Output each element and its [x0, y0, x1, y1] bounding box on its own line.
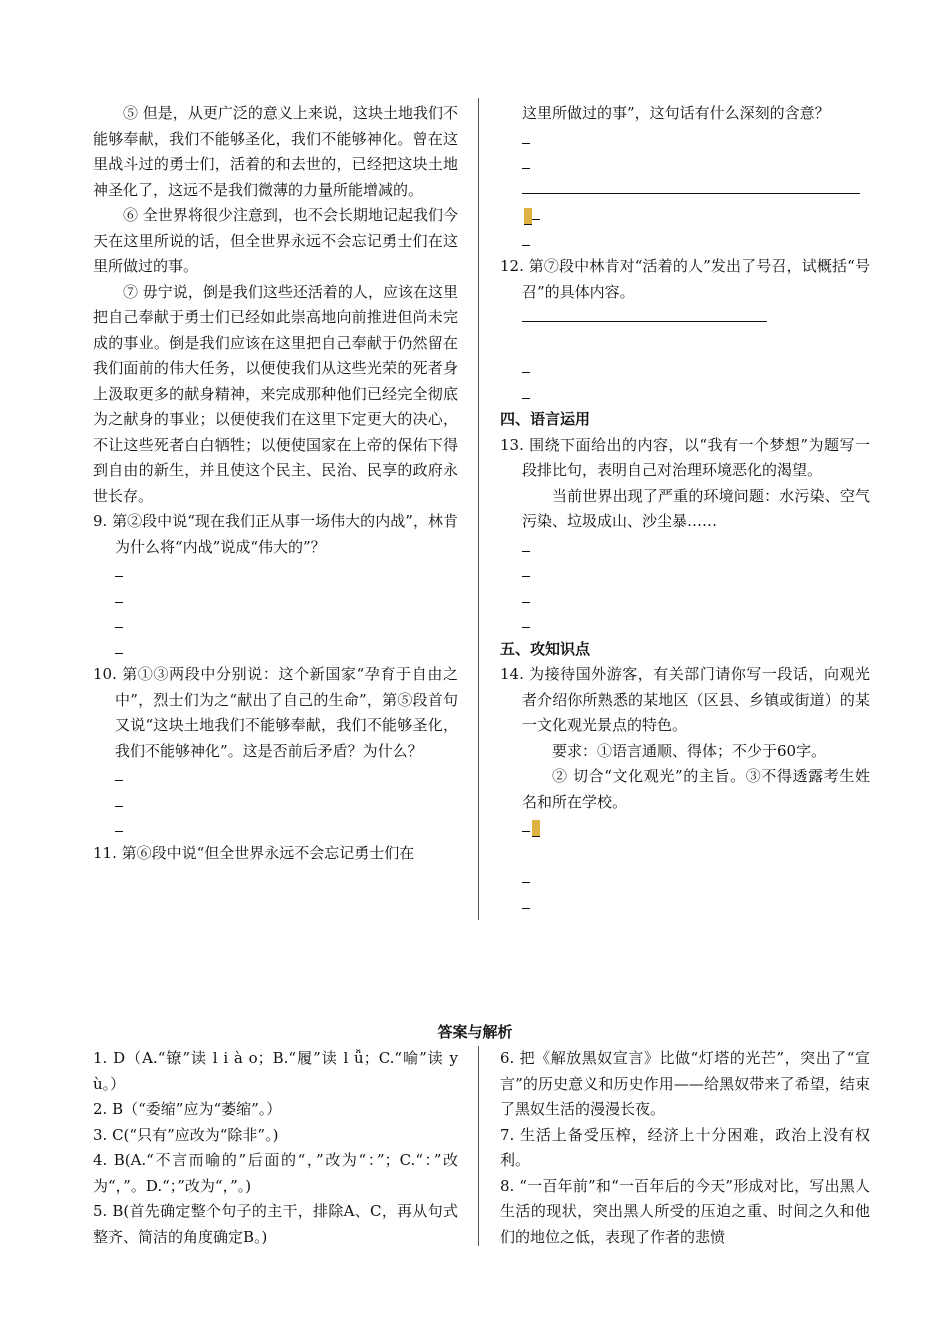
answer-8: 8. “一百年前”和“一百年后的今天”形成对比，写出黑人生活的现状，突出黑人所受的压迫之重、时间之久和他们的地位之低，表现了作者的悲愤	[500, 1176, 870, 1246]
answer-blank[interactable]	[93, 637, 458, 663]
paragraph-5: ⑤ 但是，从更广泛的意义上来说，这块土地我们不能够奉献，我们不能够圣化，我们不能够神化。曾在这里战斗过的勇士们，活着的和去世的，已经把这块土地神圣化了，这远不是我们微薄的力量所能增减的。	[93, 104, 458, 199]
question-14-requirement-1: 要求：①语言通顺、得体；不少于60字。	[552, 741, 827, 760]
column-divider	[478, 98, 479, 920]
question-12: 12. 第⑦段中林肯对“活着的人”发出了号召，试概括“号召”的具体内容。	[500, 257, 870, 301]
answers-right-column	[500, 1046, 870, 1250]
answer-2: 2. B（“委缩”应为“萎缩”。）	[93, 1100, 282, 1118]
question-9: 9. 第②段中说“现在我们正从事一场伟大的内战”，林肯为什么将“内战”说成“伟大的”？	[93, 512, 458, 556]
answer-4: 4. B(A.“不言而喻的”后面的“，”改为“：”；C.“：”改为“，”。D.“；”改为“，”。)	[93, 1151, 458, 1195]
answer-blank[interactable]	[500, 331, 870, 357]
answer-blank[interactable]	[500, 611, 870, 637]
answer-blank[interactable]	[93, 560, 458, 586]
answer-blank[interactable]	[93, 815, 458, 841]
question-11-end: 这里所做过的事”，这句话有什么深刻的含意？	[522, 104, 830, 122]
answer-blank[interactable]	[500, 127, 870, 153]
question-13-material: 当前世界出现了严重的环境问题：水污染、空气污染、垃圾成山、沙尘暴……	[522, 486, 870, 530]
answer-blank[interactable]	[500, 229, 870, 255]
answer-6: 6. 把《解放黑奴宣言》比做“灯塔的光芒”，突出了“宣言”的历史意义和历史作用——给黑奴带来了希望，结束了黑奴生活的漫漫长夜。	[500, 1049, 870, 1118]
answer-3: 3. C(“只有”应改为“除非”。)	[93, 1125, 279, 1144]
answer-7: 7. 生活上备受压榨，经济上十分困难，政治上没有权利。	[500, 1125, 870, 1169]
question-13: 13. 围绕下面给出的内容，以“我有一个梦想”为题写一段排比句，表明自己对治理环境恶化的渴望。	[500, 435, 870, 479]
answer-blank[interactable]	[500, 841, 870, 867]
answer-line[interactable]	[522, 305, 870, 331]
answer-blank[interactable]	[93, 586, 458, 612]
answer-5: 5. B(首先确定整个句子的主干，排除A、C，再从句式整齐、简洁的角度确定B。)	[93, 1202, 458, 1246]
answer-blank[interactable]	[500, 356, 870, 382]
answer-blank[interactable]	[500, 203, 870, 229]
answer-blank[interactable]	[500, 152, 870, 178]
answer-blank[interactable]	[93, 611, 458, 637]
answer-blank[interactable]	[500, 535, 870, 561]
answer-blank[interactable]	[500, 560, 870, 586]
answer-blank[interactable]	[500, 815, 870, 841]
question-14-requirement-2: ② 切合“文化观光”的主旨。③不得透露考生姓名和所在学校。	[522, 767, 870, 811]
answer-blank[interactable]	[500, 866, 870, 892]
section-heading-language: 四、语言运用	[500, 410, 591, 428]
answer-line[interactable]	[522, 178, 870, 204]
left-column	[93, 101, 458, 866]
question-14: 14. 为接待国外游客，有关部门请你写一段话，向观光者介绍你所熟悉的某地区（区县、乡镇或街道）的某一文化观光景点的特色。	[500, 665, 870, 734]
right-column	[500, 101, 870, 917]
answer-blank[interactable]	[93, 790, 458, 816]
question-11-start: 11. 第⑥段中说“但全世界永远不会忘记勇士们在	[93, 843, 415, 862]
answer-1: 1. D（A.“镣”读 l i à o；B.“履”读 l ǚ；C.“喻”读 y ù。）	[93, 1049, 458, 1093]
answers-title: 答案与解析	[437, 1023, 513, 1041]
answer-blank[interactable]	[93, 764, 458, 790]
paragraph-7: ⑦ 毋宁说，倒是我们这些还活着的人，应该在这里把自己奉献于勇士们已经如此崇高地向前推进但尚未完成的事业。倒是我们应该在这里把自己奉献于仍然留在我们面前的伟大任务，以便使我们从这些光荣的死者身上汲取更多的献身精神，来完成那种他们已经完全彻底为之献身的事业；以便使我们在这里下定更大的决心，不让这些死者白白牺牲；以便使国家在上帝的保佑下得到自由的新生，并且使这个民主、民治、民享的政府永世长存。	[93, 282, 458, 505]
question-10: 10. 第①③两段中分别说：这个新国家“孕育于自由之中”，烈士们为之“献出了自己的生命”，第⑤段首句又说“这块土地我们不能够奉献，我们不能够圣化，我们不能够神化”。这是否前后矛盾？为什么？	[93, 665, 458, 760]
answer-blank[interactable]	[500, 382, 870, 408]
answer-blank[interactable]	[500, 892, 870, 918]
answers-divider	[478, 1046, 479, 1246]
paragraph-6: ⑥ 全世界将很少注意到，也不会长期地记起我们今天在这里所说的话，但全世界永远不会忘记勇士们在这里所做过的事。	[93, 206, 458, 275]
answer-blank[interactable]	[500, 586, 870, 612]
section-heading-knowledge: 五、攻知识点	[500, 639, 591, 658]
answers-left-column	[93, 1046, 458, 1250]
